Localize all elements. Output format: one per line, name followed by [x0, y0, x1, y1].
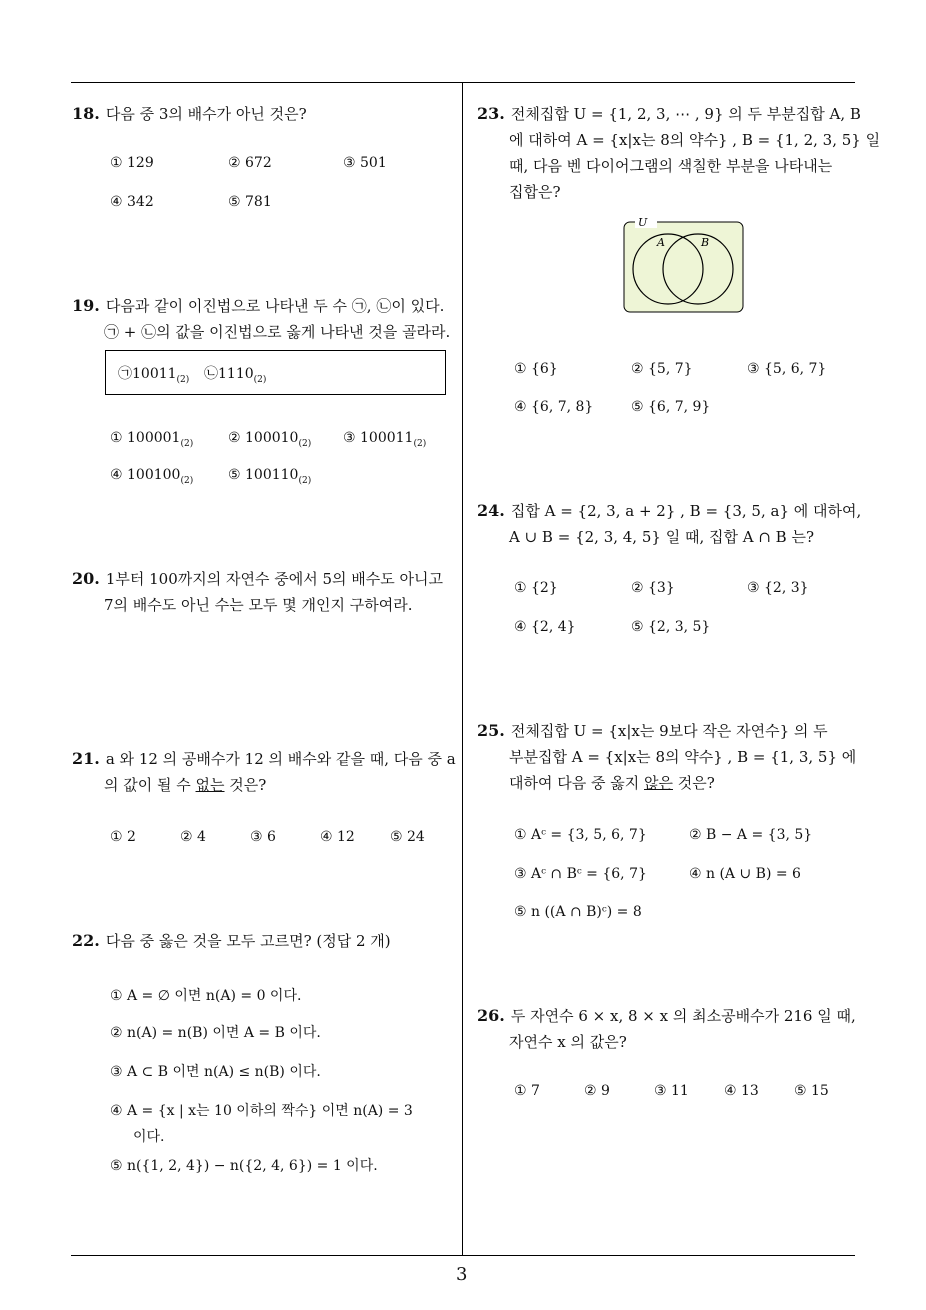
q21-option-2[interactable]: ② 4: [180, 829, 206, 845]
q19-option-1[interactable]: ① $100001_{(2)}$: [110, 430, 194, 449]
q24-option-4[interactable]: ④ {2, 4}: [514, 619, 576, 635]
q21-option-3[interactable]: ③ 6: [250, 829, 276, 845]
q18-option-1[interactable]: ① 129: [110, 155, 154, 171]
q26-option-5[interactable]: ⑤ 15: [794, 1083, 829, 1099]
q25-option-4[interactable]: ④ n (A ∪ B) = 6: [689, 866, 801, 882]
question-text-line-1: a 와 12 의 공배수가 12 의 배수와 같을 때, 다음 중 a: [105, 750, 456, 768]
q26-option-1[interactable]: ① 7: [514, 1083, 540, 1099]
question-text-line-1: 전체집합 U = {x|x는 9보다 작은 자연수} 의 두: [510, 722, 828, 740]
question-18: [72, 101, 307, 127]
question-text-line-2: 7의 배수도 아닌 수는 모두 몇 개인지 구하여라.: [104, 596, 413, 614]
underlined-word: 없는: [195, 776, 225, 794]
q22-option-2[interactable]: ② n(A) = n(B) 이면 A = B 이다.: [110, 1025, 321, 1041]
universal-set-label: U: [638, 216, 648, 229]
question-text-line-3: 대하여 다음 중 옳지 않은 것은?: [509, 774, 715, 792]
q21-option-1[interactable]: ① 2: [110, 829, 136, 845]
q26-option-2[interactable]: ② 9: [584, 1083, 610, 1099]
question-text-line-1: 두 자연수 6 × x, 8 × x 의 최소공배수가 216 일 때,: [510, 1007, 856, 1025]
bottom-rule: [71, 1255, 855, 1256]
question-22: [72, 928, 391, 954]
question-text-line-2: 의 값이 될 수 없는 것은?: [104, 776, 267, 794]
underlined-word: 않은: [644, 774, 673, 792]
question-26: [477, 1003, 856, 1055]
question-text-line-4: 집합은?: [509, 183, 561, 201]
q24-option-2[interactable]: ② {3}: [631, 580, 675, 596]
question-number: 18.: [72, 104, 100, 123]
question-number: 26.: [477, 1006, 505, 1025]
page-number: 3: [456, 1264, 468, 1285]
question-text-line-1: 다음과 같이 이진법으로 나타낸 두 수 ㉠, ㉡이 있다.: [105, 297, 445, 315]
number-b: $㉡1110_{(2)}$: [204, 366, 267, 385]
top-rule: [71, 82, 855, 83]
q21-option-5[interactable]: ⑤ 24: [390, 829, 425, 845]
q22-option-1[interactable]: ① A = ∅ 이면 n(A) = 0 이다.: [110, 988, 302, 1004]
question-text-line-2: 부분집합 A = {x|x는 8의 약수} , B = {1, 3, 5} 에: [509, 748, 857, 766]
q18-option-3[interactable]: ③ 501: [343, 155, 387, 171]
q19-option-2[interactable]: ② $100010_{(2)}$: [228, 430, 312, 449]
q24-option-5[interactable]: ⑤ {2, 3, 5}: [631, 619, 711, 635]
q24-option-3[interactable]: ③ {2, 3}: [747, 580, 809, 596]
q18-option-5[interactable]: ⑤ 781: [228, 194, 272, 210]
q25-option-2[interactable]: ② B − A = {3, 5}: [689, 827, 813, 843]
question-20: [72, 566, 443, 618]
q18-option-4[interactable]: ④ 342: [110, 194, 154, 210]
set-a-label: A: [657, 236, 665, 249]
question-text-line-2: ㉠ + ㉡의 값을 이진법으로 옳게 나타낸 것을 골라라.: [104, 323, 451, 341]
question-text: 다음 중 옳은 것을 모두 고르면? (정답 2 개): [105, 932, 391, 950]
question-number: 25.: [477, 721, 505, 740]
q23-option-4[interactable]: ④ {6, 7, 8}: [514, 399, 594, 415]
question-24: [477, 498, 861, 550]
question-text-line-2: 자연수 x 의 값은?: [509, 1033, 627, 1051]
q26-option-4[interactable]: ④ 13: [724, 1083, 759, 1099]
question-25: [477, 718, 856, 796]
set-b-label: B: [701, 236, 710, 249]
question-number: 20.: [72, 569, 100, 588]
given-numbers-box: [105, 350, 446, 395]
q21-option-4[interactable]: ④ 12: [320, 829, 355, 845]
q25-option-1[interactable]: ① Aᶜ = {3, 5, 6, 7}: [514, 827, 647, 843]
question-text-line-1: 집합 A = {2, 3, a + 2} , B = {3, 5, a} 에 대하여,: [510, 502, 862, 520]
venn-diagram: [623, 214, 745, 314]
q18-option-2[interactable]: ② 672: [228, 155, 272, 171]
question-text-line-2: A ∪ B = {2, 3, 4, 5} 일 때, 집합 A ∩ B 는?: [509, 528, 814, 546]
q24-option-1[interactable]: ① {2}: [514, 580, 558, 596]
q19-option-3[interactable]: ③ $100011_{(2)}$: [343, 430, 427, 449]
question-number: 22.: [72, 931, 100, 950]
q25-option-3[interactable]: ③ Aᶜ ∩ Bᶜ = {6, 7}: [514, 866, 647, 882]
q23-option-5[interactable]: ⑤ {6, 7, 9}: [631, 399, 711, 415]
q23-option-2[interactable]: ② {5, 7}: [631, 361, 693, 377]
q22-option-4[interactable]: ④ A = {x | x는 10 이하의 짝수} 이면 n(A) = 3: [110, 1103, 413, 1119]
q19-option-5[interactable]: ⑤ $100110_{(2)}$: [228, 467, 312, 486]
question-number: 24.: [477, 501, 505, 520]
question-text-line-2: 에 대하여 A = {x|x는 8의 약수} , B = {1, 2, 3, 5} 일: [509, 131, 881, 149]
q19-option-4[interactable]: ④ $100100_{(2)}$: [110, 467, 194, 486]
q25-option-5[interactable]: ⑤ n ((A ∩ B)ᶜ) = 8: [514, 904, 642, 920]
q26-option-3[interactable]: ③ 11: [654, 1083, 689, 1099]
q22-option-4-cont: 이다.: [133, 1129, 165, 1145]
question-19: [72, 293, 450, 345]
question-text: 다음 중 3의 배수가 아닌 것은?: [105, 105, 307, 123]
q23-option-3[interactable]: ③ {5, 6, 7}: [747, 361, 827, 377]
q23-option-1[interactable]: ① {6}: [514, 361, 558, 377]
question-21: [72, 746, 456, 798]
question-number: 19.: [72, 296, 100, 315]
question-number: 23.: [477, 104, 505, 123]
question-text-line-3: 때, 다음 벤 다이어그램의 색칠한 부분을 나타내는: [509, 157, 833, 175]
question-23: [477, 101, 880, 205]
number-a: $㉠10011_{(2)}$: [118, 366, 190, 385]
q22-option-5[interactable]: ⑤ n({1, 2, 4}) − n({2, 4, 6}) = 1 이다.: [110, 1158, 378, 1174]
column-divider: [462, 82, 463, 1256]
q22-option-3[interactable]: ③ A ⊂ B 이면 n(A) ≤ n(B) 이다.: [110, 1064, 321, 1080]
question-number: 21.: [72, 749, 100, 768]
question-text-line-1: 전체집합 U = {1, 2, 3, ⋯ , 9} 의 두 부분집합 A, B: [510, 105, 861, 123]
question-text-line-1: 1부터 100까지의 자연수 중에서 5의 배수도 아니고: [105, 570, 443, 588]
